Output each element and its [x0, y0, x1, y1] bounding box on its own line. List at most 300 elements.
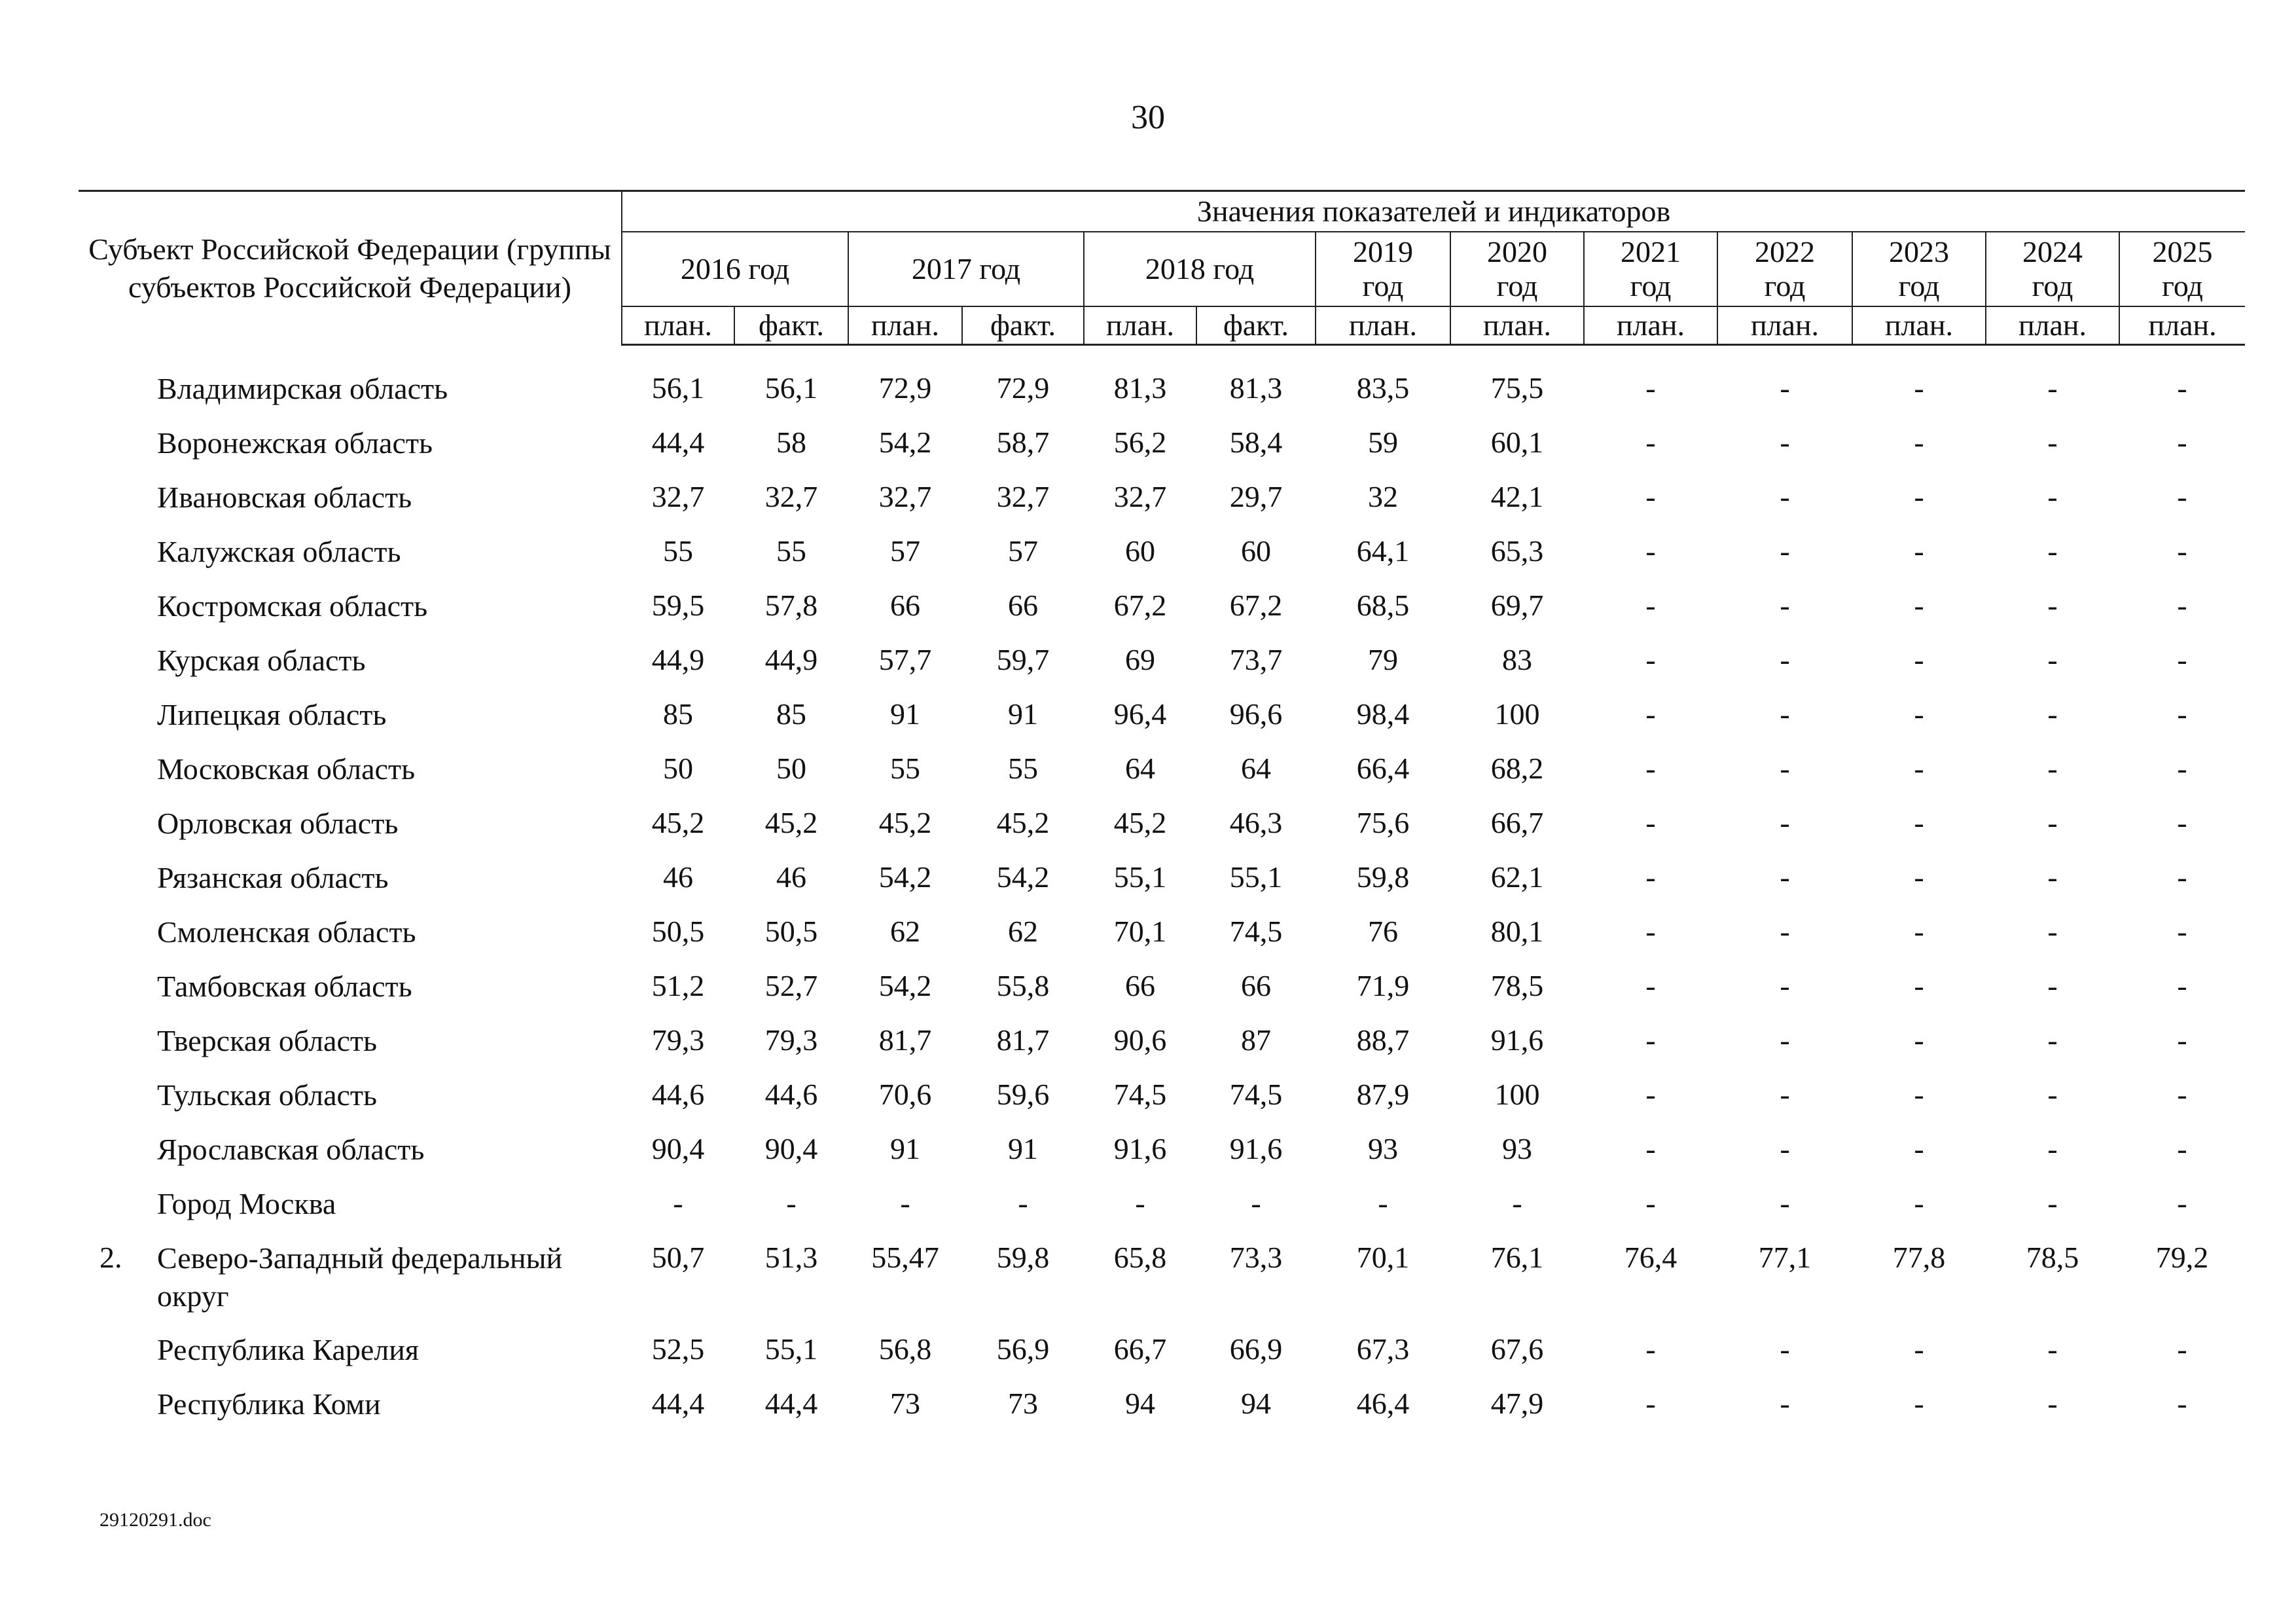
value-cell: 50	[776, 751, 806, 785]
value-cell: 59,6	[996, 1077, 1050, 1111]
region-name: Владимирская область	[157, 371, 448, 405]
value-cell: 58,7	[996, 425, 1050, 459]
value-cell: -	[1645, 425, 1656, 459]
value-cell: -	[1914, 588, 1924, 622]
value-cell: 57,8	[764, 588, 818, 622]
value-cell: 74,5	[1113, 1077, 1167, 1111]
value-cell: 70,6	[878, 1077, 932, 1111]
value-cell: 74,5	[1229, 914, 1283, 948]
value-cell: -	[1645, 479, 1656, 513]
value-cell: -	[2047, 805, 2058, 839]
value-cell: 91	[1008, 1131, 1038, 1165]
value-cell: 70,1	[1113, 914, 1167, 948]
value-cell: 29,7	[1229, 479, 1283, 513]
value-cell: 54,2	[878, 425, 932, 459]
value-cell: 44,6	[764, 1077, 818, 1111]
value-cell: 79	[1368, 642, 1398, 676]
value-cell: -	[1645, 968, 1656, 1002]
year-header: 2022 год	[1717, 232, 1852, 306]
value-cell: -	[1780, 1131, 1790, 1165]
value-cell: 45,2	[1113, 805, 1167, 839]
value-cell: -	[2177, 751, 2187, 785]
value-cell: 60,1	[1490, 425, 1544, 459]
region-name-cell	[79, 958, 622, 1013]
value-cell: -	[1914, 1131, 1924, 1165]
value-cell: 57	[1008, 534, 1038, 568]
value-cell: 66,9	[1229, 1332, 1283, 1366]
value-cell: -	[1780, 1386, 1790, 1420]
value-cell: -	[1645, 914, 1656, 948]
region-name: Город Москва	[157, 1186, 336, 1220]
value-cell: 51,3	[764, 1240, 818, 1274]
value-cell: 32,7	[996, 479, 1050, 513]
value-cell: 85	[663, 697, 693, 731]
value-cell: -	[2177, 1386, 2187, 1420]
table-row	[79, 1376, 2245, 1431]
table-row	[79, 578, 2245, 632]
value-cell: 57	[890, 534, 920, 568]
value-cell: -	[1914, 805, 1924, 839]
value-cell: 44,9	[764, 642, 818, 676]
value-cell: 62	[890, 914, 920, 948]
value-cell: 66	[1241, 968, 1271, 1002]
subheader-cell: факт.	[1196, 306, 1316, 345]
value-cell: -	[2047, 479, 2058, 513]
subheader-cell: план.	[1717, 306, 1852, 345]
value-cell: 87,9	[1356, 1077, 1410, 1111]
value-cell: 85	[776, 697, 806, 731]
value-cell: -	[1914, 642, 1924, 676]
value-cell: -	[1914, 914, 1924, 948]
value-cell: 62,1	[1490, 860, 1544, 894]
value-cell: 73	[1008, 1386, 1038, 1420]
value-cell: 71,9	[1356, 968, 1410, 1002]
region-name-cell	[79, 687, 622, 741]
value-cell: -	[1780, 425, 1790, 459]
value-cell: -	[1645, 751, 1656, 785]
value-cell: 47,9	[1490, 1386, 1544, 1420]
value-cell: -	[1780, 860, 1790, 894]
subheader-cell: план.	[2119, 306, 2245, 345]
value-cell: -	[2047, 914, 2058, 948]
value-cell: -	[2177, 588, 2187, 622]
value-cell: -	[1914, 860, 1924, 894]
value-cell: -	[1780, 479, 1790, 513]
value-cell: -	[1645, 1023, 1656, 1057]
value-cell: -	[1512, 1186, 1522, 1220]
value-cell: 58	[776, 425, 806, 459]
value-cell: 46	[776, 860, 806, 894]
value-cell: 55,1	[1113, 860, 1167, 894]
region-name-cell	[79, 795, 622, 850]
region-name-cell	[79, 632, 622, 687]
value-cell: -	[2047, 642, 2058, 676]
value-cell: -	[1780, 914, 1790, 948]
value-cell: 67,6	[1490, 1332, 1544, 1366]
value-cell: 91	[890, 697, 920, 731]
value-cell: 50,7	[651, 1240, 705, 1274]
value-cell: 91	[890, 1131, 920, 1165]
year-header: 2019 год	[1316, 232, 1450, 306]
subheader-cell: план.	[1084, 306, 1196, 345]
table-row	[79, 795, 2245, 850]
value-cell: -	[1780, 697, 1790, 731]
value-cell: -	[1780, 1186, 1790, 1220]
table-row	[79, 524, 2245, 578]
value-cell: 73	[890, 1386, 920, 1420]
value-cell: -	[1780, 751, 1790, 785]
value-cell: -	[2177, 1023, 2187, 1057]
value-cell: 55,1	[1229, 860, 1283, 894]
value-cell: -	[900, 1186, 910, 1220]
year-header: 2018 год	[1084, 232, 1316, 306]
value-cell: 32,7	[764, 479, 818, 513]
value-cell: -	[2177, 914, 2187, 948]
year-header: 2020 год	[1450, 232, 1584, 306]
value-cell: -	[1914, 371, 1924, 405]
value-cell: -	[2047, 588, 2058, 622]
value-cell: 79,2	[2155, 1240, 2209, 1274]
value-cell: 54,2	[996, 860, 1050, 894]
value-cell: 46	[663, 860, 693, 894]
value-cell: 59,5	[651, 588, 705, 622]
value-cell: 32,7	[651, 479, 705, 513]
subheader-cell: план.	[1852, 306, 1986, 345]
value-cell: 70,1	[1356, 1240, 1410, 1274]
value-cell: -	[1645, 588, 1656, 622]
value-cell: -	[2177, 805, 2187, 839]
value-cell: -	[2047, 968, 2058, 1002]
value-cell: 66	[1125, 968, 1155, 1002]
value-cell: 90,4	[651, 1131, 705, 1165]
value-cell: -	[2177, 479, 2187, 513]
value-cell: -	[1780, 968, 1790, 1002]
value-cell: -	[1780, 534, 1790, 568]
value-cell: 96,6	[1229, 697, 1283, 731]
table-row	[79, 904, 2245, 958]
region-name: Тульская область	[157, 1078, 377, 1112]
value-cell: -	[1645, 1186, 1656, 1220]
region-name: Республика Карелия	[157, 1332, 420, 1366]
region-name: Курская область	[157, 643, 366, 677]
value-cell: -	[2177, 1332, 2187, 1366]
region-name-cell	[79, 1230, 622, 1322]
value-cell: 91,6	[1490, 1023, 1544, 1057]
value-cell: -	[1645, 805, 1656, 839]
table-row	[79, 687, 2245, 741]
year-header: 2024 год	[1986, 232, 2119, 306]
value-cell: 54,2	[878, 968, 932, 1002]
value-cell: -	[1780, 1077, 1790, 1111]
value-cell: 68,5	[1356, 588, 1410, 622]
region-name-cell	[79, 469, 622, 524]
value-cell: 78,5	[1490, 968, 1544, 1002]
value-cell: -	[1645, 1077, 1656, 1111]
value-cell: -	[2177, 1131, 2187, 1165]
value-cell: 77,8	[1892, 1240, 1946, 1274]
subheader-cell: план.	[622, 306, 734, 345]
value-cell: -	[1645, 1332, 1656, 1366]
subheader-cell: план.	[1584, 306, 1717, 345]
indicators-table	[79, 190, 2245, 1431]
subheader-cell: план.	[1450, 306, 1584, 345]
region-name-cell	[79, 1067, 622, 1122]
value-cell: 56,2	[1113, 425, 1167, 459]
value-cell: -	[2177, 860, 2187, 894]
value-cell: 45,2	[878, 805, 932, 839]
value-cell: 93	[1502, 1131, 1532, 1165]
value-cell: 52,5	[651, 1332, 705, 1366]
value-cell: 73,7	[1229, 642, 1283, 676]
value-cell: -	[1914, 425, 1924, 459]
table-row	[79, 1067, 2245, 1122]
value-cell: -	[1914, 1386, 1924, 1420]
subheader-cell: план.	[848, 306, 962, 345]
value-cell: 94	[1125, 1386, 1155, 1420]
region-name-cell	[79, 1376, 622, 1431]
value-cell: 65,8	[1113, 1240, 1167, 1274]
region-name-cell	[79, 850, 622, 904]
value-cell: 90,6	[1113, 1023, 1167, 1057]
value-cell: 59,8	[1356, 860, 1410, 894]
value-cell: -	[1914, 479, 1924, 513]
value-cell: 32	[1368, 479, 1398, 513]
value-cell: -	[2047, 534, 2058, 568]
value-cell: -	[2047, 1023, 2058, 1057]
value-cell: -	[2047, 1077, 2058, 1111]
value-cell: 66	[1008, 588, 1038, 622]
table-row	[79, 741, 2245, 795]
region-name-cell	[79, 578, 622, 632]
value-cell: -	[2047, 1131, 2058, 1165]
document-filename: 29120291.doc	[99, 1509, 211, 1531]
value-cell: 94	[1241, 1386, 1271, 1420]
region-name-cell	[79, 1176, 622, 1230]
value-cell: 79,3	[764, 1023, 818, 1057]
value-cell: 52,7	[764, 968, 818, 1002]
value-cell: -	[2177, 642, 2187, 676]
value-cell: 55,8	[996, 968, 1050, 1002]
region-name: Ярославская область	[157, 1132, 425, 1166]
value-cell: 56,1	[651, 371, 705, 405]
value-cell: 66,4	[1356, 751, 1410, 785]
subheader-cell: план.	[1316, 306, 1450, 345]
subheader-cell: факт.	[734, 306, 848, 345]
value-cell: 83,5	[1356, 371, 1410, 405]
value-cell: -	[1780, 588, 1790, 622]
value-cell: -	[1018, 1186, 1028, 1220]
table-row	[79, 1322, 2245, 1376]
value-cell: -	[2047, 751, 2058, 785]
value-cell: 64,1	[1356, 534, 1410, 568]
value-cell: 80,1	[1490, 914, 1544, 948]
value-cell: 64	[1241, 751, 1271, 785]
value-cell: 45,2	[996, 805, 1050, 839]
value-cell: 56,8	[878, 1332, 932, 1366]
value-cell: 44,4	[764, 1386, 818, 1420]
value-cell: -	[2047, 1186, 2058, 1220]
region-name-cell	[79, 524, 622, 578]
value-cell: 32,7	[878, 479, 932, 513]
value-cell: 76,1	[1490, 1240, 1544, 1274]
table-row	[79, 1230, 2245, 1322]
value-cell: 44,4	[651, 1386, 705, 1420]
value-cell: 45,2	[651, 805, 705, 839]
value-cell: 57,7	[878, 642, 932, 676]
value-cell: -	[2047, 1332, 2058, 1366]
value-cell: 60	[1125, 534, 1155, 568]
value-cell: -	[2177, 1077, 2187, 1111]
value-cell: -	[1251, 1186, 1261, 1220]
year-header: 2023 год	[1852, 232, 1986, 306]
value-cell: 90,4	[764, 1131, 818, 1165]
value-cell: 79,3	[651, 1023, 705, 1057]
value-cell: 66,7	[1490, 805, 1544, 839]
region-name: Орловская область	[157, 806, 399, 840]
value-cell: 55	[1008, 751, 1038, 785]
year-header: 2017 год	[848, 232, 1084, 306]
value-cell: 81,3	[1113, 371, 1167, 405]
value-cell: 67,2	[1229, 588, 1283, 622]
table-row	[79, 361, 2245, 415]
value-cell: 50	[663, 751, 693, 785]
value-cell: 50,5	[651, 914, 705, 948]
value-cell: 72,9	[996, 371, 1050, 405]
subheader-cell: факт.	[962, 306, 1084, 345]
value-cell: -	[1914, 968, 1924, 1002]
value-cell: -	[1135, 1186, 1145, 1220]
value-cell: 55	[890, 751, 920, 785]
table-row	[79, 415, 2245, 469]
region-name: Липецкая область	[157, 697, 387, 731]
value-cell: -	[673, 1186, 683, 1220]
value-cell: 56,9	[996, 1332, 1050, 1366]
value-cell: 44,6	[651, 1077, 705, 1111]
table-row	[79, 632, 2245, 687]
value-cell: -	[2047, 697, 2058, 731]
value-cell: -	[1914, 1023, 1924, 1057]
table-row	[79, 850, 2245, 904]
value-cell: -	[2047, 371, 2058, 405]
value-cell: 66,7	[1113, 1332, 1167, 1366]
value-cell: 81,7	[996, 1023, 1050, 1057]
row-number: 2.	[99, 1240, 122, 1274]
region-name: Костромская область	[157, 589, 428, 623]
value-cell: 58,4	[1229, 425, 1283, 459]
value-cell: -	[1780, 805, 1790, 839]
value-cell: -	[1645, 860, 1656, 894]
value-cell: 87	[1241, 1023, 1271, 1057]
value-cell: 72,9	[878, 371, 932, 405]
region-name-cell	[79, 361, 622, 415]
value-cell: 81,3	[1229, 371, 1283, 405]
year-header: 2025 год	[2119, 232, 2245, 306]
value-cell: -	[1645, 371, 1656, 405]
value-cell: 81,7	[878, 1023, 932, 1057]
value-cell: 59,7	[996, 642, 1050, 676]
value-cell: 88,7	[1356, 1023, 1410, 1057]
value-cell: 55	[776, 534, 806, 568]
value-cell: 69	[1125, 642, 1155, 676]
value-cell: -	[2177, 425, 2187, 459]
value-cell: -	[1645, 534, 1656, 568]
value-cell: -	[1645, 1386, 1656, 1420]
value-cell: 65,3	[1490, 534, 1544, 568]
region-name: Республика Коми	[157, 1387, 381, 1421]
value-cell: 56,1	[764, 371, 818, 405]
value-cell: 55,1	[764, 1332, 818, 1366]
value-cell: -	[2177, 697, 2187, 731]
region-name-cell	[79, 415, 622, 469]
value-cell: -	[1645, 642, 1656, 676]
value-cell: 55	[663, 534, 693, 568]
value-cell: 42,1	[1490, 479, 1544, 513]
table-row	[79, 1013, 2245, 1067]
value-cell: -	[2177, 968, 2187, 1002]
value-cell: 83	[1502, 642, 1532, 676]
value-cell: 46,3	[1229, 805, 1283, 839]
value-cell: 32,7	[1113, 479, 1167, 513]
value-cell: 62	[1008, 914, 1038, 948]
value-cell: -	[1780, 642, 1790, 676]
value-cell: 60	[1241, 534, 1271, 568]
value-cell: 91,6	[1229, 1131, 1283, 1165]
value-cell: -	[1914, 697, 1924, 731]
stub-header: Субъект Российской Федерации (группы субъектов Российской Федерации)	[79, 191, 622, 345]
value-cell: 68,2	[1490, 751, 1544, 785]
value-cell: 76	[1368, 914, 1398, 948]
value-cell: 75,6	[1356, 805, 1410, 839]
value-cell: 75,5	[1490, 371, 1544, 405]
value-cell: 78,5	[2026, 1240, 2079, 1274]
region-name-cell	[79, 741, 622, 795]
value-cell: -	[1780, 371, 1790, 405]
region-name: Северо-Западный федеральный округ	[157, 1241, 563, 1313]
value-cell: 100	[1494, 697, 1540, 731]
value-cell: 96,4	[1113, 697, 1167, 731]
value-cell: 73,3	[1229, 1240, 1283, 1274]
value-cell: 67,3	[1356, 1332, 1410, 1366]
region-name: Воронежская область	[157, 426, 433, 460]
table-row	[79, 469, 2245, 524]
value-cell: 69,7	[1490, 588, 1544, 622]
region-name: Ивановская область	[157, 480, 412, 514]
value-cell: 54,2	[878, 860, 932, 894]
value-cell: -	[2177, 534, 2187, 568]
value-cell: 44,9	[651, 642, 705, 676]
value-cell: -	[1914, 1186, 1924, 1220]
value-cell: 45,2	[764, 805, 818, 839]
value-cell: 74,5	[1229, 1077, 1283, 1111]
region-name: Рязанская область	[157, 860, 389, 894]
value-cell: 67,2	[1113, 588, 1167, 622]
value-cell: -	[2047, 1386, 2058, 1420]
value-cell: -	[2047, 860, 2058, 894]
group-header: Значения показателей и индикаторов	[622, 191, 2245, 232]
table-row	[79, 1122, 2245, 1176]
value-cell: -	[1914, 751, 1924, 785]
value-cell: 64	[1125, 751, 1155, 785]
value-cell: 51,2	[651, 968, 705, 1002]
region-name-cell	[79, 1322, 622, 1376]
region-name-cell	[79, 904, 622, 958]
year-header: 2016 год	[622, 232, 848, 306]
value-cell: -	[1780, 1023, 1790, 1057]
value-cell: 76,4	[1624, 1240, 1677, 1274]
value-cell: 66	[890, 588, 920, 622]
value-cell: -	[1645, 697, 1656, 731]
value-cell: -	[2177, 371, 2187, 405]
